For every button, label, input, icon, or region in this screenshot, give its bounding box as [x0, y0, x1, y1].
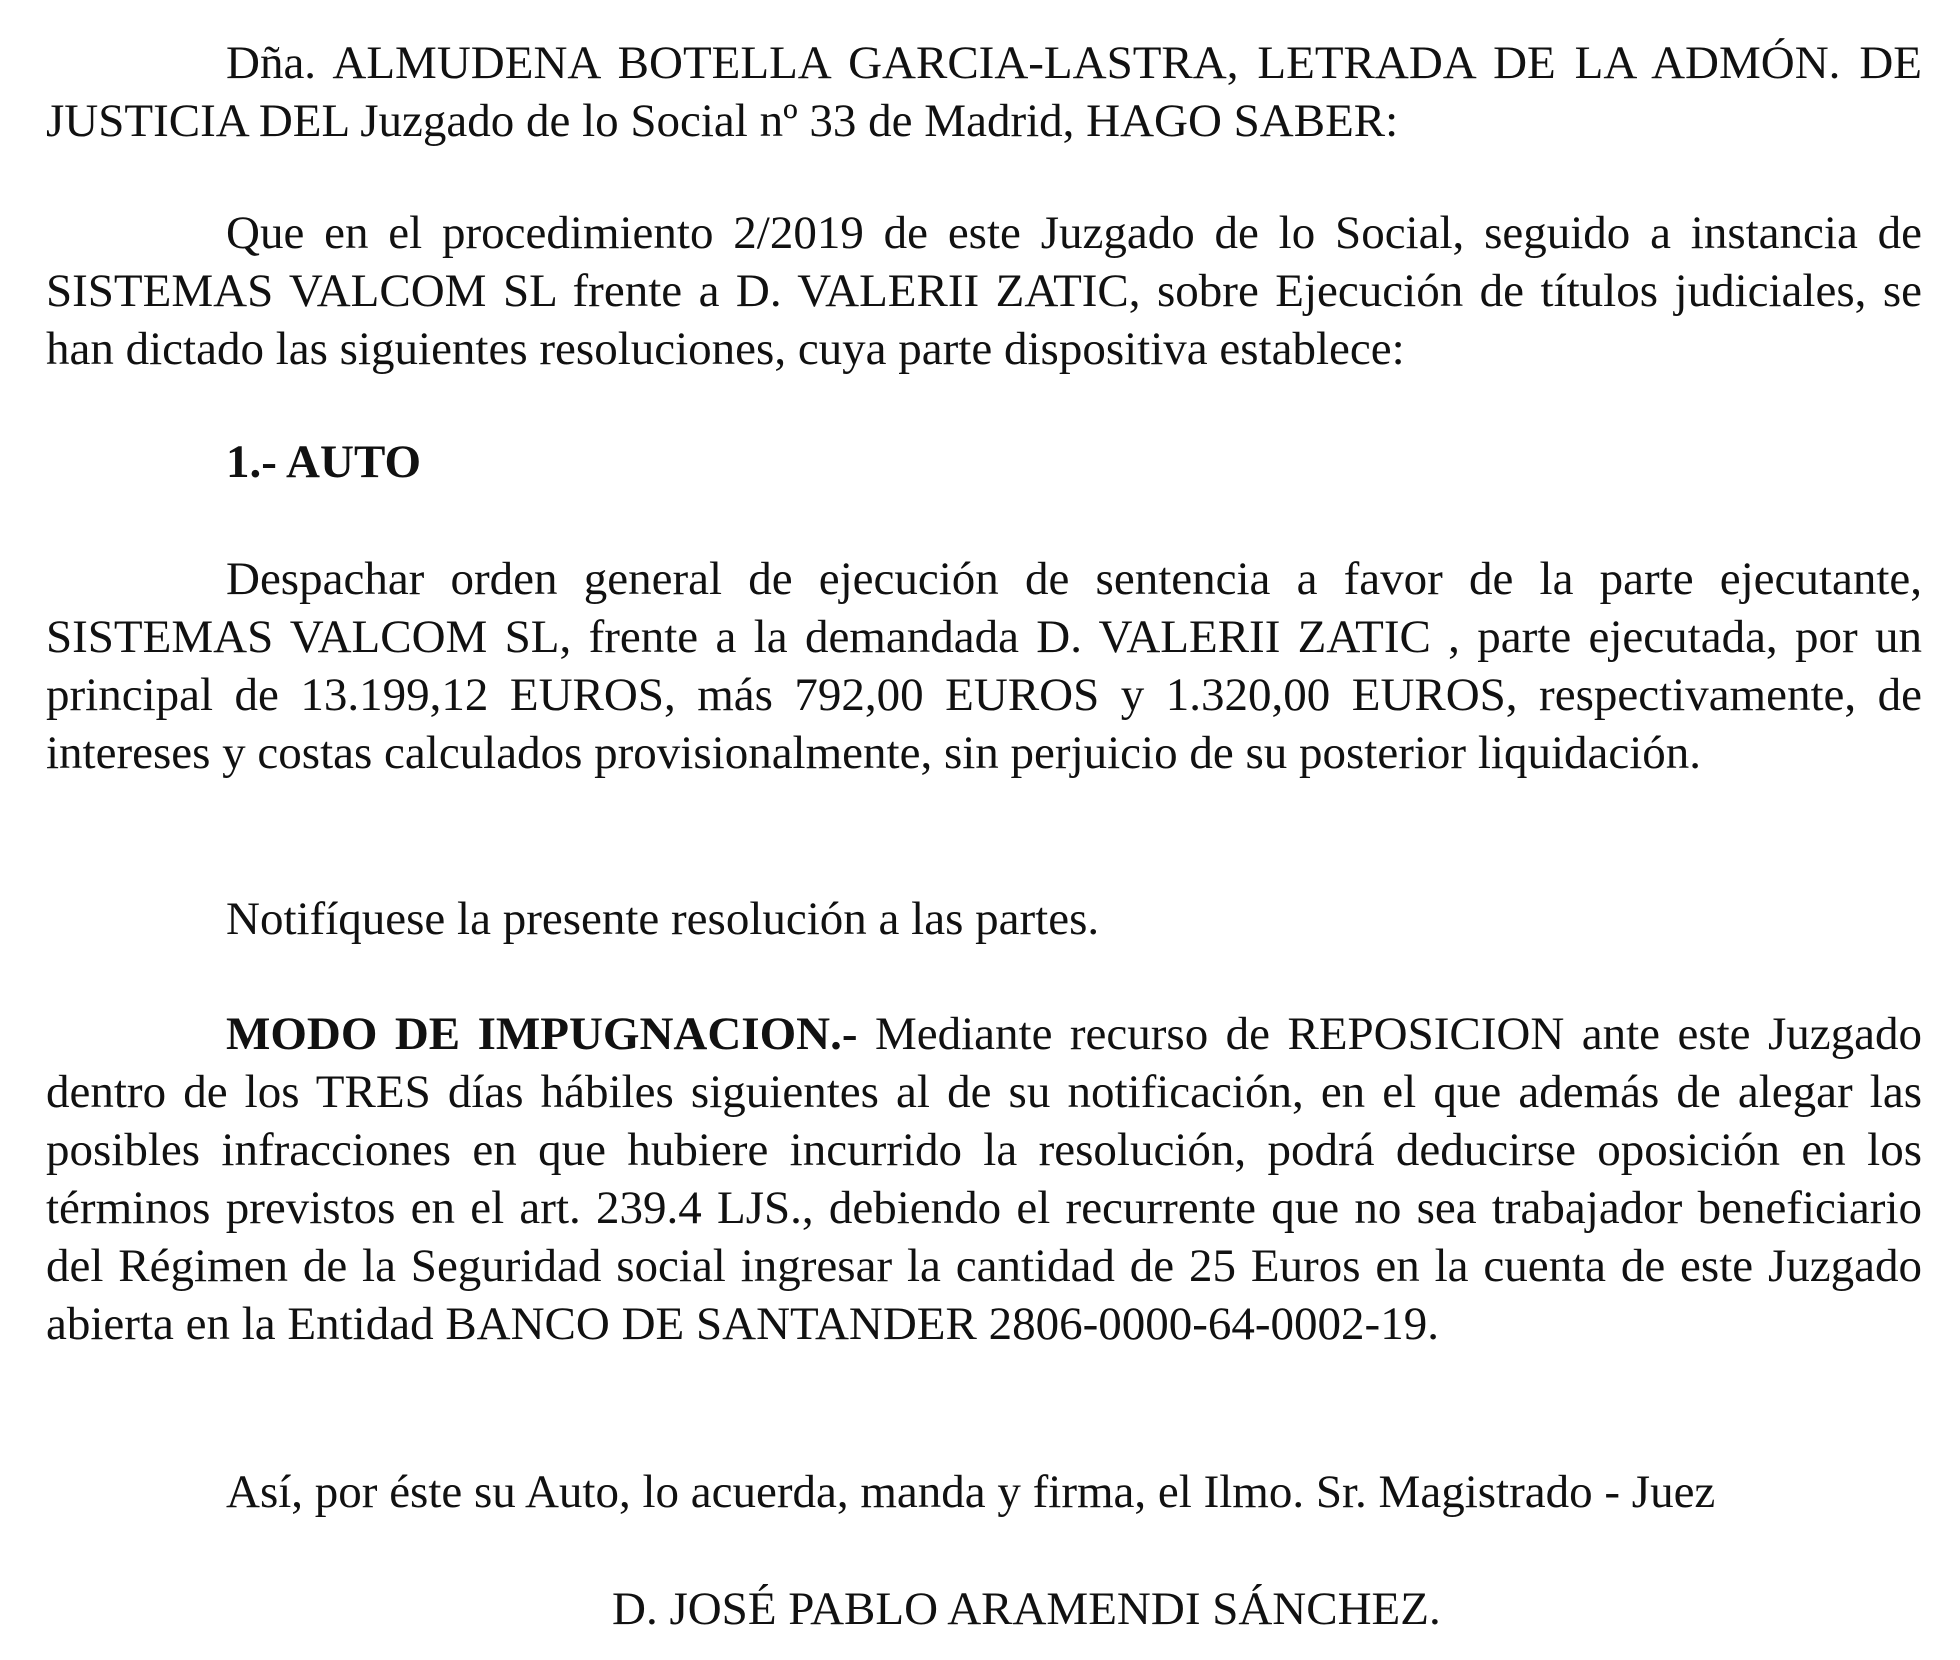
order-paragraph [46, 550, 1922, 782]
procedure-text: Que en el procedimiento 2/2019 de este Juzgado de lo Social, seguido a instancia de SISTEMAS VALCOM SL frente a D. VALERII ZATIC, sobre Ejecución de títulos judiciales, se han dictado las siguientes resoluciones, cuya parte dispositiva establece: [46, 207, 1922, 375]
intro-paragraph [46, 34, 1922, 150]
notify-text: Notifíquese la presente resolución a las partes. [226, 893, 1100, 945]
section-heading: 1.- AUTO [226, 436, 421, 488]
order-text: Despachar orden general de ejecución de sentencia a favor de la parte ejecutante, SISTEMAS VALCOM SL, frente a la demandada D. VALERII ZATIC , parte ejecutada, por un principal de 13.199,12 EUROS, más 792,00 EUROS y 1.320,00 EUROS, respectivamente, de intereses y costas calculados provisionalmente, sin perjuicio de su posterior liquidación. [46, 553, 1922, 779]
intro-text: Dña. ALMUDENA BOTELLA GARCIA-LASTRA, LETRADA DE LA ADMÓN. DE JUSTICIA DEL Juzgado de lo Social nº 33 de Madrid, HAGO SABER: [46, 37, 1922, 147]
appeal-label: MODO DE IMPUGNACION.- [226, 1008, 858, 1060]
signatory-name: D. JOSÉ PABLO ARAMENDI SÁNCHEZ. [612, 1583, 1441, 1635]
procedure-paragraph [46, 204, 1922, 378]
appeal-paragraph [46, 1005, 1922, 1353]
appeal-text: Mediante recurso de REPOSICION ante este Juzgado dentro de los TRES días hábiles siguientes al de su notificación, en el que además de alegar las posibles infracciones en que hubiere incurrido la resolución, podrá deducirse oposición en los términos previstos en el art. 239.4 LJS., debiendo el recurrente que no sea trabajador beneficiario del Régimen de la Seguridad social ingresar la cantidad de 25 Euros en la cuenta de este Juzgado abierta en la Entidad BANCO DE SANTANDER 2806-0000-64-0002-19. [46, 1008, 1923, 1350]
closing-text: Así, por éste su Auto, lo acuerda, manda y firma, el Ilmo. Sr. Magistrado - Juez [226, 1466, 1716, 1518]
